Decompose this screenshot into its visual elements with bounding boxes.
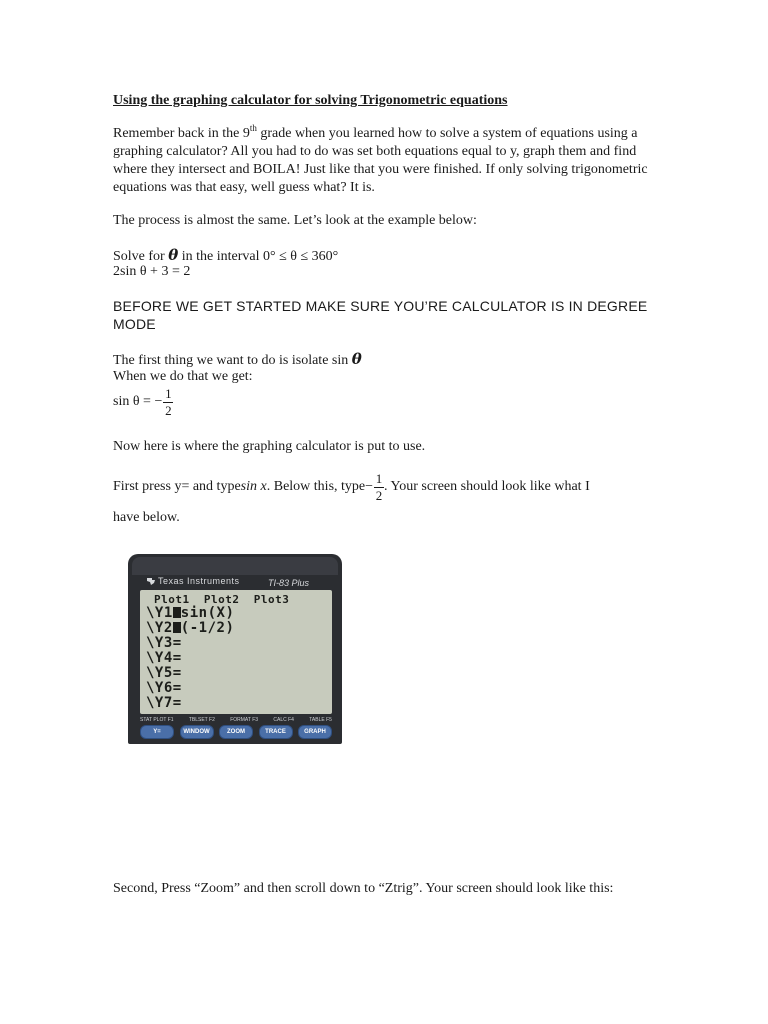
sine-equation-lhs: sin θ = − [113, 394, 163, 409]
zoom-key: ZOOM [219, 725, 253, 739]
interval-expression: 0° ≤ θ ≤ 360° [263, 249, 339, 264]
intro-superscript: th [249, 123, 257, 133]
solve-prefix: Solve for [113, 249, 169, 264]
first-press-part2: . Below this, type [266, 479, 366, 494]
fraction [374, 472, 384, 503]
screen-line-y4: \Y4= [146, 650, 182, 666]
fraction-numerator: 1 [165, 385, 172, 401]
fn-label: TABLE F5 [309, 717, 332, 723]
theta-symbol: θ [168, 246, 179, 264]
trace-key: TRACE [259, 725, 293, 739]
screen-line-y3: \Y3= [146, 635, 182, 651]
fn-label: CALC F4 [273, 717, 294, 723]
sinx-expression: sin x [240, 479, 267, 494]
fraction-numerator: 1 [375, 470, 383, 486]
plot-labels: Plot1 Plot2 Plot3 [154, 593, 290, 606]
degree-mode-notice: BEFORE WE GET STARTED MAKE SURE YOU’RE CALCULATOR IS IN DEGREE MODE [113, 298, 648, 332]
calculator-bezel [132, 557, 338, 575]
isolate-line [113, 350, 673, 370]
process-paragraph: The process is almost the same. Let’s look at the example below: [113, 213, 477, 228]
equals-cursor [173, 607, 181, 618]
screen-line-y7: \Y7= [146, 695, 182, 711]
solve-middle: in the interval [178, 249, 263, 264]
fn-label: TBLSET F2 [188, 717, 215, 723]
window-key: WINDOW [180, 725, 214, 739]
minus-sign: − [365, 479, 374, 494]
texas-logo-icon [146, 576, 156, 586]
fn-label: STAT PLOT F1 [140, 717, 174, 723]
function-key-labels [140, 717, 332, 725]
intro-part2: grade when you learned how to solve a system of equations using a graphing calculator? All you had to do was set both equations equal to y, graph them and find where they intersect and BOILA! Just like that you were finished. If only solving trigonometric equations was that easy, well guess what? It is. [113, 126, 648, 195]
sine-equation [113, 384, 673, 420]
calculator-screen [140, 590, 332, 714]
graphing-use-line: Now here is where the graphing calculator is put to use. [113, 439, 426, 454]
calculator-keys [140, 725, 332, 739]
intro-paragraph [113, 125, 673, 197]
screen-line-y5: \Y5= [146, 665, 182, 681]
screen-line-y6: \Y6= [146, 680, 182, 696]
calculator-model: TI-83 Plus [268, 578, 310, 588]
intro-part1: Remember back in the 9 [113, 126, 250, 141]
calculator-brand: Texas Instruments [158, 576, 240, 586]
y-equals-key: Y= [140, 725, 174, 739]
graph-key: GRAPH [298, 725, 332, 739]
document-title: Using the graphing calculator for solving Trigonometric equations [113, 93, 508, 108]
first-press-line [113, 472, 673, 502]
equals-cursor [173, 622, 181, 633]
first-press-part3: . Your screen should look like what I [384, 479, 590, 494]
screen-line-y1: \Y1 sin(X) [146, 605, 235, 621]
have-below-line: have below. [113, 510, 180, 525]
equation: 2sin θ + 3 = 2 [113, 264, 191, 279]
second-step-line: Second, Press “Zoom” and then scroll down to “Ztrig”. Your screen should look like this: [113, 881, 614, 896]
fraction-denominator: 2 [375, 487, 383, 503]
theta-symbol: θ [351, 350, 362, 368]
isolate-text: The first thing we want to do is isolate sin [113, 353, 352, 368]
first-press-part1: First press y= and type [113, 479, 241, 494]
screen-line-y2: \Y2 (-1/2) [146, 620, 235, 636]
fraction-denominator: 2 [165, 402, 172, 418]
fn-label: FORMAT F3 [230, 717, 259, 723]
fraction [163, 387, 173, 418]
when-line: When we do that we get: [113, 369, 253, 384]
